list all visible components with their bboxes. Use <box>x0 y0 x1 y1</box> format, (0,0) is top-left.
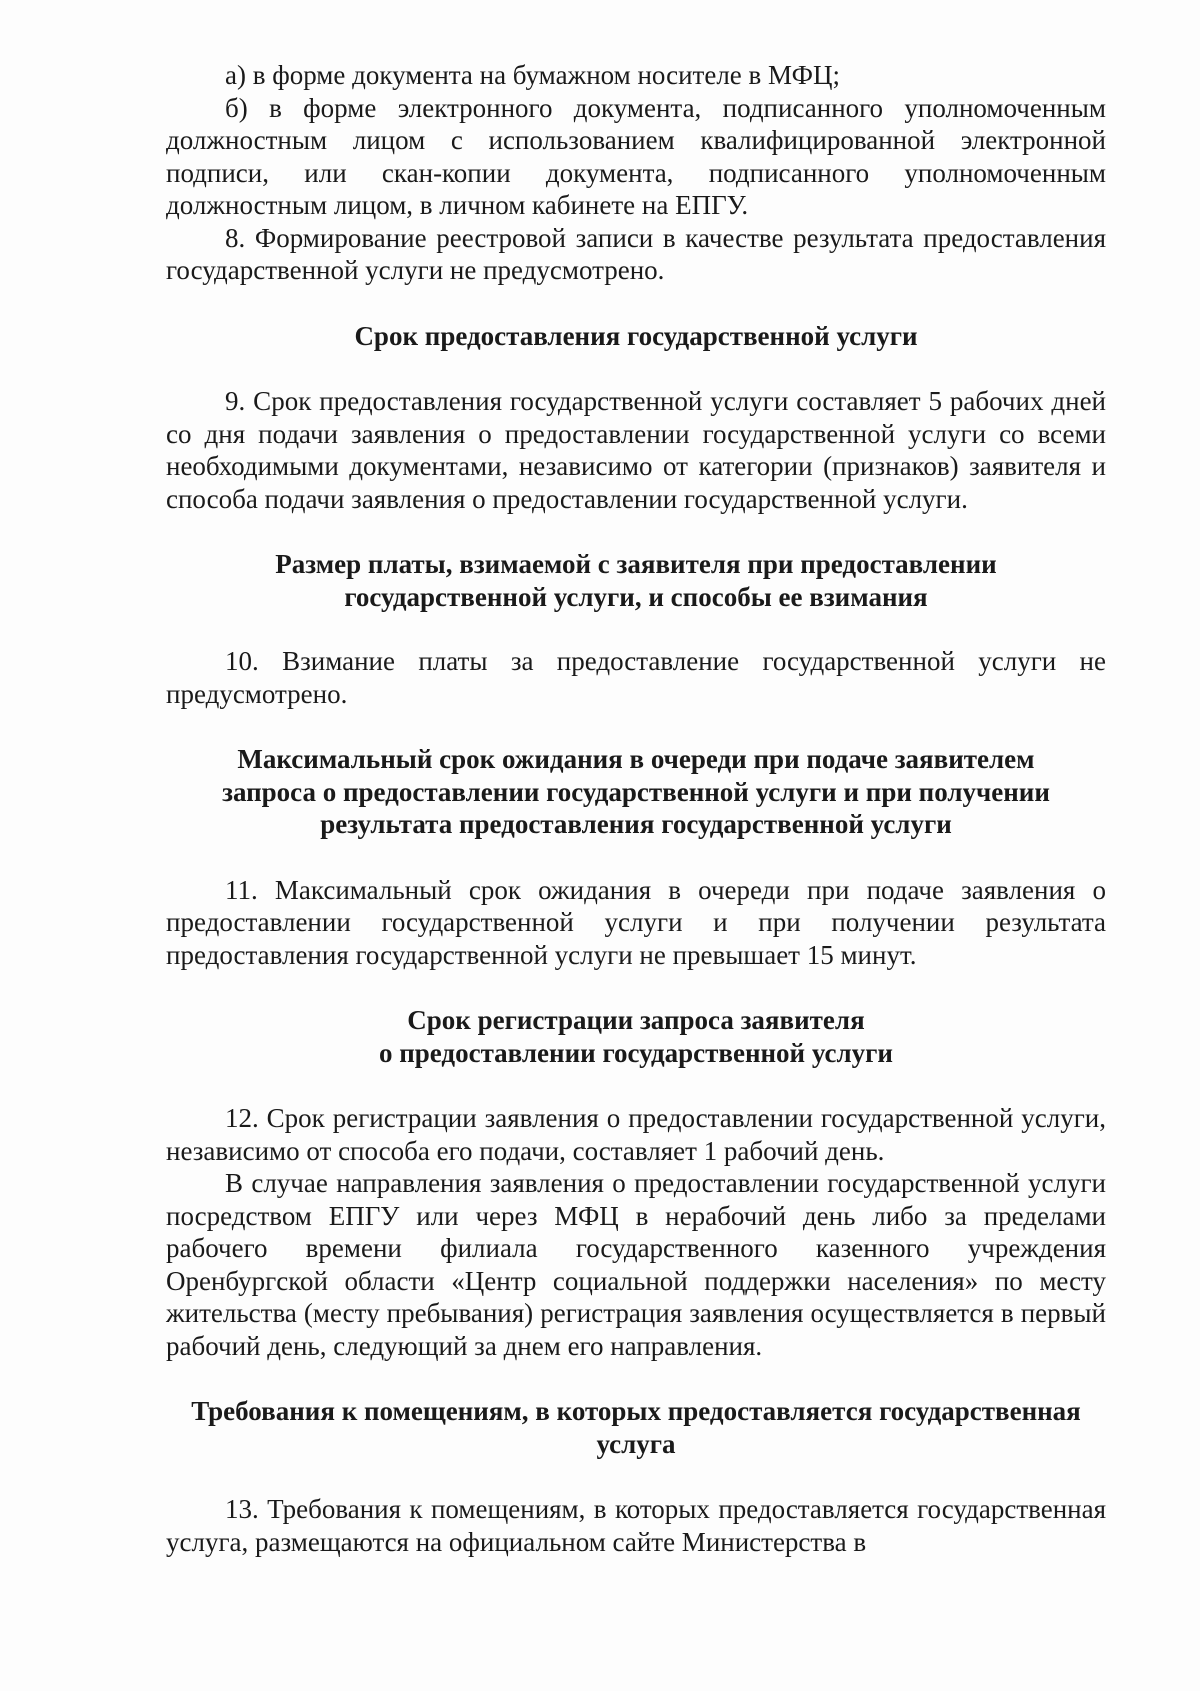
list-item-a: а) в форме документа на бумажном носителе в МФЦ; <box>225 60 841 90</box>
heading-registration-line-2: о предоставлении государственной услуги <box>378 1037 893 1068</box>
section-heading-term: Срок предоставления государственной услуги <box>354 320 918 351</box>
heading-fee-line-2: государственной услуги, и способы ее взимания <box>344 581 928 612</box>
section-heading-registration <box>166 1004 1106 1069</box>
paragraph-item-12: 12. Срок регистрации заявления о предоставлении государственной услуги, независимо от способа его подачи, составляет 1 рабочий день. <box>166 1103 1106 1166</box>
heading-queue-line-1: Максимальный срок ожидания в очереди при подаче заявителем <box>237 744 1035 774</box>
section-heading-fee <box>166 548 1106 613</box>
document-body <box>166 59 1106 1558</box>
section-heading-premises <box>166 1395 1106 1460</box>
heading-premises-line-1: Требования к помещениям, в которых предоставляется государственная <box>191 1396 1081 1426</box>
paragraph-item-12-continuation: В случае направления заявления о предоставлении государственной услуги посредством ЕПГУ или через МФЦ в нерабочий день либо за пределами рабочего времени филиала государственного казенного учреждения Оренбургской области «Центр социальной поддержки населения» по месту жительства (месту пребывания) регистрация заявления осуществляется в первый рабочий день, следующий за днем его направления. <box>166 1168 1106 1361</box>
heading-queue-line-3: результата предоставления государственной услуги <box>320 809 952 839</box>
section-heading-queue <box>166 743 1106 841</box>
paragraph-item-8: 8. Формирование реестровой записи в качестве результата предоставления государственной услуги не предусмотрено. <box>166 222 1106 285</box>
paragraph-item-10: 10. Взимание платы за предоставление государственной услуги не предусмотрено. <box>166 646 1106 709</box>
heading-fee-line-1: Размер платы, взимаемой с заявителя при предоставлении <box>275 549 997 579</box>
paragraph-item-13: 13. Требования к помещениям, в которых предоставляется государственная услуга, размещаются на официальном сайте Министерства в <box>166 1494 1106 1557</box>
paragraph-item-11: 11. Максимальный срок ожидания в очереди при подаче заявления о предоставлении государственной услуги и при получении результата предоставления государственной услуги не превышает 15 минут. <box>166 874 1106 970</box>
list-item-b: б) в форме электронного документа, подписанного уполномоченным должностным лицом с использованием квалифицированной электронной подписи, или скан-копии документа, подписанного уполномоченным должностным лицом, в личном кабинете на ЕПГУ. <box>166 92 1106 220</box>
heading-premises-line-2: услуга <box>596 1428 676 1459</box>
heading-queue-line-2: запроса о предоставлении государственной услуги и при получении <box>222 776 1050 807</box>
heading-registration-line-1: Срок регистрации запроса заявителя <box>407 1005 865 1035</box>
paragraph-item-9: 9. Срок предоставления государственной услуги составляет 5 рабочих дней со дня подачи заявления о предоставлении государственной услуги со всеми необходимыми документами, независимо от категории (признаков) заявителя и способа подачи заявления о предоставлении государственной услуги. <box>166 386 1106 514</box>
